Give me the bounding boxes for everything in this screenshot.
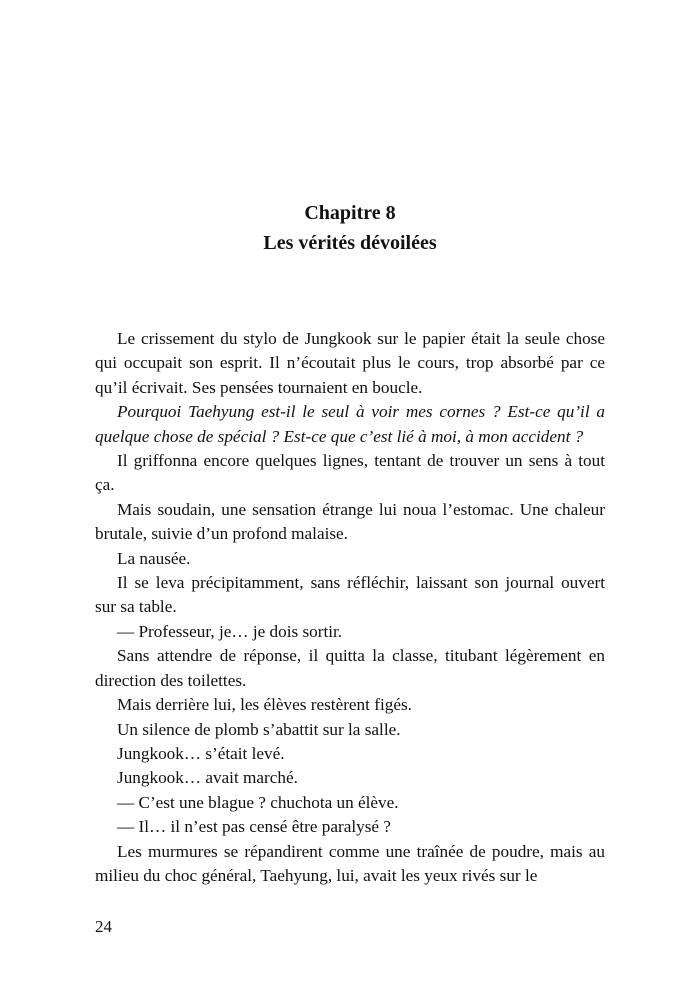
page-number: 24 [95, 917, 112, 936]
paragraph: Jungkook… s’était levé. [117, 743, 285, 763]
paragraph: Mais soudain, une sensation étrange lui noua l’estomac. Une chaleur brutale, suivie d’un profond malaise. [95, 499, 605, 544]
paragraph: Sans attendre de réponse, il quitta la classe, titubant légèrement en direction des toilettes. [95, 646, 605, 690]
paragraph: Jungkook… avait marché. [117, 768, 298, 788]
paragraph-dialogue: — Il… il n’est pas censé être paralysé ? [117, 817, 391, 837]
paragraph: Le crissement du stylo de Jungkook sur le papier était la seule chose qui occupait son esprit. Il n’écoutait plus le cours, trop absorbé par ce qu’il écrivait. Ses pensées tournaient en boucle. [95, 329, 605, 397]
paragraph: Il se leva précipitamment, sans réfléchir, laissant son journal ouvert sur sa table. [95, 573, 605, 617]
chapter-number: Chapitre 8 [304, 202, 396, 224]
body-text [95, 327, 605, 888]
paragraph-dialogue: — C’est une blague ? chuchota un élève. [117, 792, 399, 812]
paragraph: Il griffonna encore quelques lignes, tentant de trouver un sens à tout ça. [95, 451, 605, 495]
paragraph: Mais derrière lui, les élèves restèrent figés. [117, 695, 412, 715]
paragraph-dialogue: — Professeur, je… je dois sortir. [117, 621, 343, 641]
paragraph: La nausée. [117, 548, 191, 568]
paragraph: Les murmures se répandirent comme une traînée de poudre, mais au milieu du choc général, Taehyung, lui, avait les yeux rivés sur le [95, 841, 605, 885]
chapter-heading [0, 198, 700, 258]
chapter-title: Les vérités dévoilées [263, 232, 437, 254]
paragraph: Un silence de plomb s’abattit sur la salle. [117, 719, 401, 739]
paragraph-italic-thought: Pourquoi Taehyung est-il le seul à voir mes cornes ? Est-ce qu’il a quelque chose de spécial ? Est-ce que c’est lié à moi, à mon accident ? [95, 402, 605, 446]
